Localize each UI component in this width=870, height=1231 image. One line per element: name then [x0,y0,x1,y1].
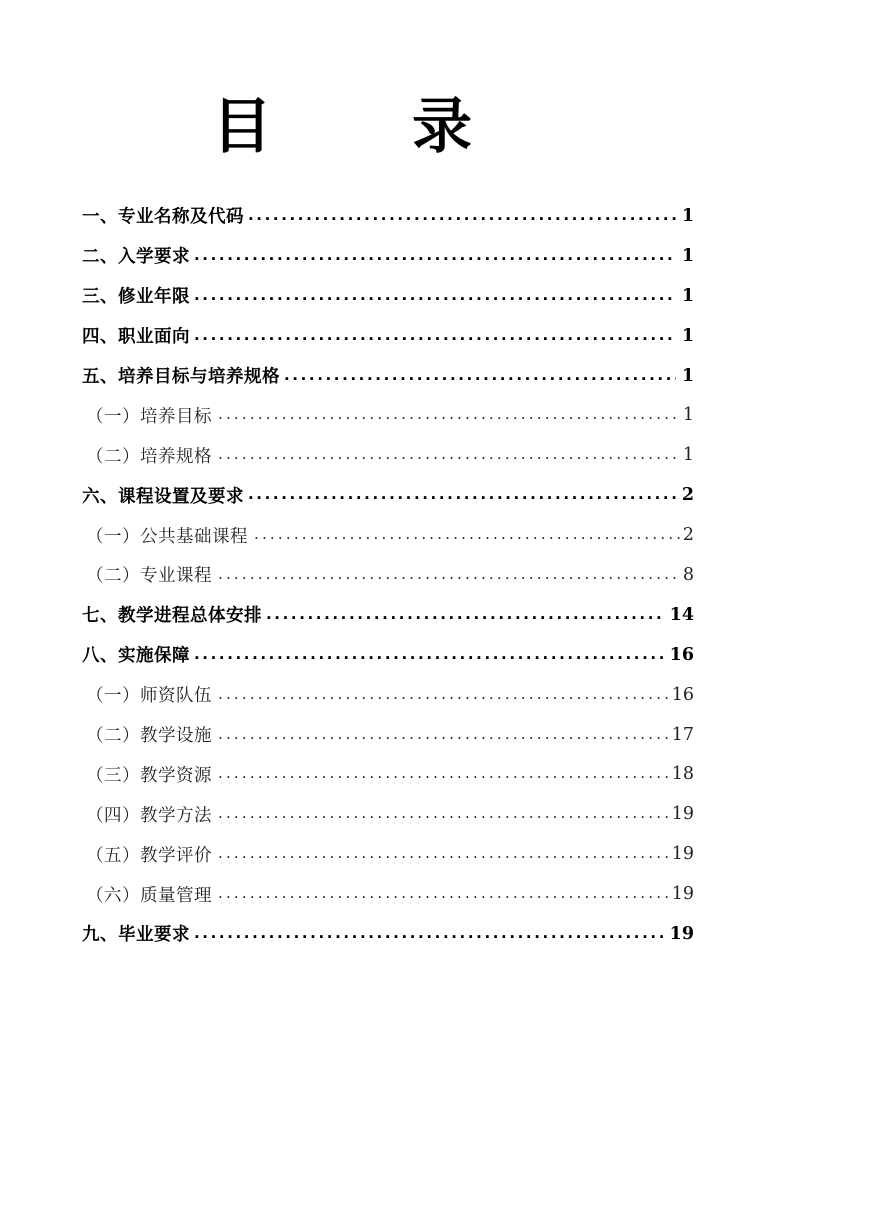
toc-dot-leader [248,485,676,503]
toc-dot-leader [218,565,681,583]
toc-dot-leader [254,525,681,543]
toc-entry-subsection[interactable] [82,435,694,475]
toc-entry-label: 一、专业名称及代码 [82,207,244,228]
toc-page-number: 16 [671,684,694,705]
toc-entry-label: 四、职业面向 [82,327,190,348]
page-title-char-1: 目 [212,92,272,162]
toc-dot-leader [218,445,681,463]
page-title [212,92,472,162]
toc-entry-section[interactable] [82,356,694,396]
toc-page-number: 19 [669,923,694,944]
toc-dot-leader [248,206,676,224]
toc-entry-section[interactable] [82,595,694,635]
toc-dot-leader [218,405,681,423]
toc-page-number: 18 [671,764,694,785]
toc-page-number: 8 [682,564,694,585]
toc-entry-label: （二）教学设施 [86,726,212,747]
toc-entry-label: （二）培养规格 [86,446,212,467]
toc-entry-label: （一）培养目标 [86,406,212,427]
toc-dot-leader [218,844,670,862]
toc-dot-leader [194,246,676,264]
toc-entry-section[interactable] [82,196,694,236]
toc-page-number: 1 [681,285,694,306]
toc-entry-label: （二）专业课程 [86,566,212,587]
toc-entry-subsection[interactable] [82,874,694,914]
toc-dot-leader [218,725,670,743]
toc-entry-label: 九、毕业要求 [82,925,190,946]
toc-dot-leader [284,366,676,384]
toc-entry-section[interactable] [82,475,694,515]
toc-page-number: 1 [681,245,694,266]
toc-dot-leader [194,924,664,942]
toc-page-number: 14 [669,604,694,625]
toc-entry-label: 二、入学要求 [82,247,190,268]
toc-page-number: 2 [681,485,694,506]
toc-entry-subsection[interactable] [82,395,694,435]
toc-entry-label: 七、教学进程总体安排 [82,606,262,627]
toc-dot-leader [266,605,664,623]
table-of-contents [82,196,694,954]
toc-page-number: 17 [671,724,694,745]
toc-entry-label: 三、修业年限 [82,287,190,308]
toc-entry-section[interactable] [82,635,694,675]
toc-dot-leader [194,326,676,344]
page-title-char-2: 录 [412,92,472,162]
toc-page-number: 19 [671,804,694,825]
toc-entry-subsection[interactable] [82,834,694,874]
toc-entry-section[interactable] [82,316,694,356]
toc-entry-subsection[interactable] [82,555,694,595]
toc-dot-leader [194,645,664,663]
toc-page-number: 1 [681,365,694,386]
toc-entry-label: （五）教学评价 [86,845,212,866]
toc-page-number: 1 [681,205,694,226]
toc-page-number: 1 [681,325,694,346]
toc-dot-leader [218,685,670,703]
toc-page-number: 19 [671,844,694,865]
toc-page-number: 16 [669,644,694,665]
toc-page-number: 19 [671,884,694,905]
toc-entry-subsection[interactable] [82,515,694,555]
toc-entry-section[interactable] [82,236,694,276]
toc-entry-subsection[interactable] [82,794,694,834]
toc-entry-section[interactable] [82,914,694,954]
toc-page-number: 2 [682,525,694,546]
toc-entry-label: （六）质量管理 [86,885,212,906]
toc-dot-leader [194,286,676,304]
toc-dot-leader [218,764,670,782]
toc-entry-label: 六、课程设置及要求 [82,486,244,507]
toc-entry-label: （一）师资队伍 [86,686,212,707]
toc-entry-subsection[interactable] [82,675,694,715]
toc-dot-leader [218,804,670,822]
toc-entry-label: 八、实施保障 [82,646,190,667]
toc-entry-label: （三）教学资源 [86,765,212,786]
toc-entry-label: （四）教学方法 [86,805,212,826]
toc-entry-subsection[interactable] [82,754,694,794]
toc-dot-leader [218,884,670,902]
toc-page-number: 1 [682,405,694,426]
toc-entry-label: 五、培养目标与培养规格 [82,367,280,387]
toc-entry-section[interactable] [82,276,694,316]
toc-entry-label: （一）公共基础课程 [86,526,248,547]
toc-entry-subsection[interactable] [82,715,694,755]
toc-page-number: 1 [682,445,694,466]
